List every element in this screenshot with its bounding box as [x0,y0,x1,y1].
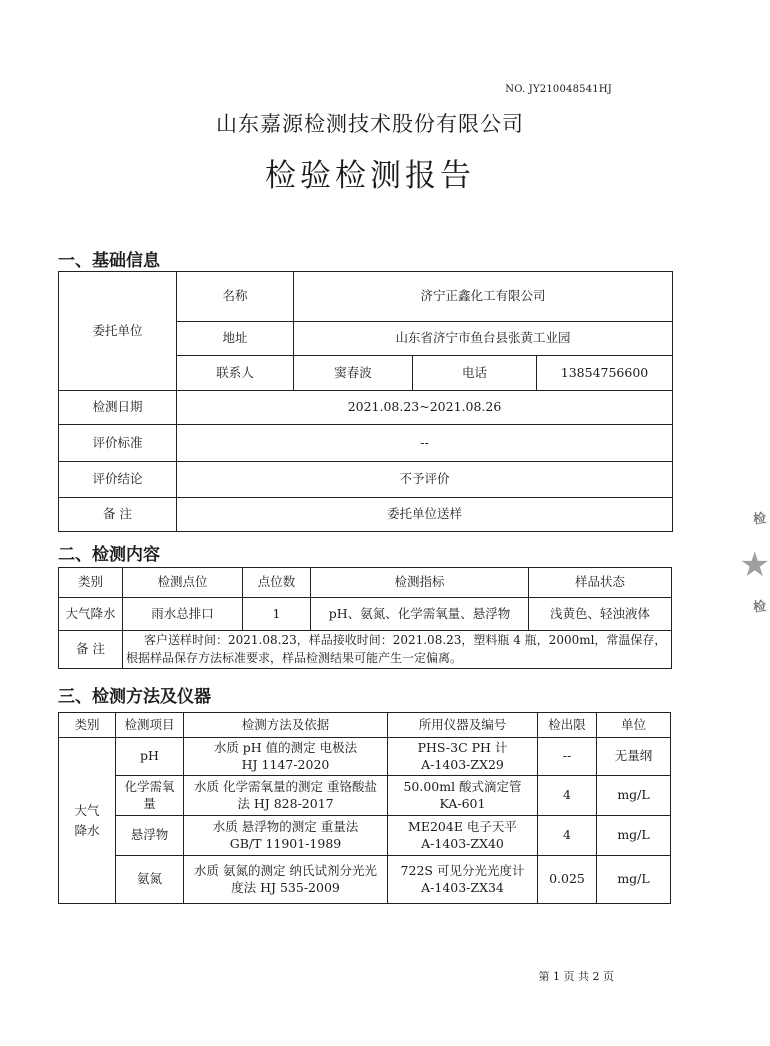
remark-value: 委托单位送样 [177,498,673,532]
content-remark-value [123,631,672,669]
m-unit-cod: mg/L [597,776,671,816]
content-remark-label: 备 注 [59,631,123,669]
m-method-ss [184,816,388,856]
section-content-heading: 二、检测内容 [58,545,160,565]
m-inst-ss [388,816,538,856]
remark-label: 备 注 [59,498,177,532]
m-method-ph [184,738,388,776]
contact-value: 窦春波 [294,356,413,391]
m-method-cod-l2: 法 HJ 828-2017 [237,795,334,811]
m-unit-ss: mg/L [597,816,671,856]
m-inst-ph [388,738,538,776]
row-category: 大气降水 [59,598,123,631]
standard-label: 评价标准 [59,425,177,462]
row-point: 雨水总排口 [123,598,243,631]
m-limit-ss: 4 [538,816,597,856]
m-method-ph-l1: 水质 pH 值的测定 电极法 [213,739,358,755]
client-label: 委托单位 [59,272,177,391]
m-limit-cod: 4 [538,776,597,816]
date-value: 2021.08.23~2021.08.26 [177,391,673,425]
m-inst-cod-l1: 50.00ml 酸式滴定管 [403,778,522,794]
m-method-cod-l1: 水质 化学需氧量的测定 重铬酸盐 [194,778,377,794]
stamp-fragment: 检 [752,511,767,528]
phone-value: 13854756600 [537,356,673,391]
m-inst-ph-l1: PHS-3C PH 计 [417,739,508,755]
m-inst-ss-l1: ME204E 电子天平 [408,818,517,834]
remark-line-2: 根据样品保存方法标准要求，样品检测结果可能产生一定偏离。 [126,650,463,665]
contact-label: 联系人 [177,356,294,391]
m-inst-nh3 [388,856,538,904]
company-name: 山东嘉源检测技术股份有限公司 [216,112,524,136]
m-item-ph: pH [116,738,184,776]
m-header-unit: 单位 [597,713,671,738]
conclusion-value: 不予评价 [177,462,673,498]
m-limit-nh3: 0.025 [538,856,597,904]
m-method-ph-l2: HJ 1147-2020 [241,756,330,772]
m-method-nh3-l1: 水质 氨氮的测定 纳氏试剂分光光 [194,862,377,878]
m-item-ss: 悬浮物 [116,816,184,856]
m-method-nh3-l2: 度法 HJ 535-2009 [231,879,340,895]
header-point: 检测点位 [123,568,243,598]
header-category: 类别 [59,568,123,598]
content-table [58,567,672,669]
report-number: NO. JY210048541HJ [505,84,612,95]
header-indicators: 检测指标 [311,568,529,598]
m-header-item: 检测项目 [116,713,184,738]
m-method-ss-l2: GB/T 11901-1989 [229,835,342,851]
report-title: 检验检测报告 [265,158,475,194]
star-icon: ★ [739,545,770,585]
header-point-count: 点位数 [243,568,311,598]
name-label: 名称 [177,272,294,322]
date-label: 检测日期 [59,391,177,425]
m-unit-nh3: mg/L [597,856,671,904]
m-category-text: 大气降水 [74,802,100,838]
m-inst-nh3-l2: A-1403-ZX34 [421,879,504,895]
basic-info-table [58,271,673,532]
row-sample-state: 浅黄色、轻浊液体 [529,598,672,631]
m-limit-ph: -- [538,738,597,776]
m-header-instrument: 所用仪器及编号 [388,713,538,738]
phone-label: 电话 [413,356,537,391]
address-value: 山东省济宁市鱼台县张黄工业园 [294,322,673,356]
header-sample-state: 样品状态 [529,568,672,598]
row-point-count: 1 [243,598,311,631]
m-header-method: 检测方法及依据 [184,713,388,738]
m-method-nh3 [184,856,388,904]
section-methods-heading: 三、检测方法及仪器 [58,687,211,707]
m-item-nh3: 氨氮 [116,856,184,904]
m-inst-cod-l2: KA-601 [439,795,486,811]
methods-table [58,712,671,904]
address-label: 地址 [177,322,294,356]
remark-line-1: 客户送样时间：2021.08.23，样品接收时间：2021.08.23，塑料瓶 4 瓶，2000ml，常温保存， [144,633,667,648]
m-inst-nh3-l1: 722S 可见分光光度计 [400,862,525,878]
m-header-category: 类别 [59,713,116,738]
stamp-fragment-2: 检 [752,599,767,616]
m-inst-cod [388,776,538,816]
m-inst-ss-l2: A-1403-ZX40 [421,835,504,851]
page-indicator: 第 1 页 共 2 页 [538,970,614,983]
m-unit-ph: 无量纲 [597,738,671,776]
conclusion-label: 评价结论 [59,462,177,498]
row-indicators: pH、氨氮、化学需氧量、悬浮物 [311,598,529,631]
m-item-cod: 化学需氧量 [116,776,184,816]
m-method-ss-l1: 水质 悬浮物的测定 重量法 [212,818,359,834]
m-header-limit: 检出限 [538,713,597,738]
standard-value: -- [177,425,673,462]
m-method-cod [184,776,388,816]
m-inst-ph-l2: A-1403-ZX29 [421,756,504,772]
seal-stamp [708,500,770,630]
m-category [59,738,116,904]
name-value: 济宁正鑫化工有限公司 [294,272,673,322]
section-basic-info-heading: 一、基础信息 [58,251,160,271]
